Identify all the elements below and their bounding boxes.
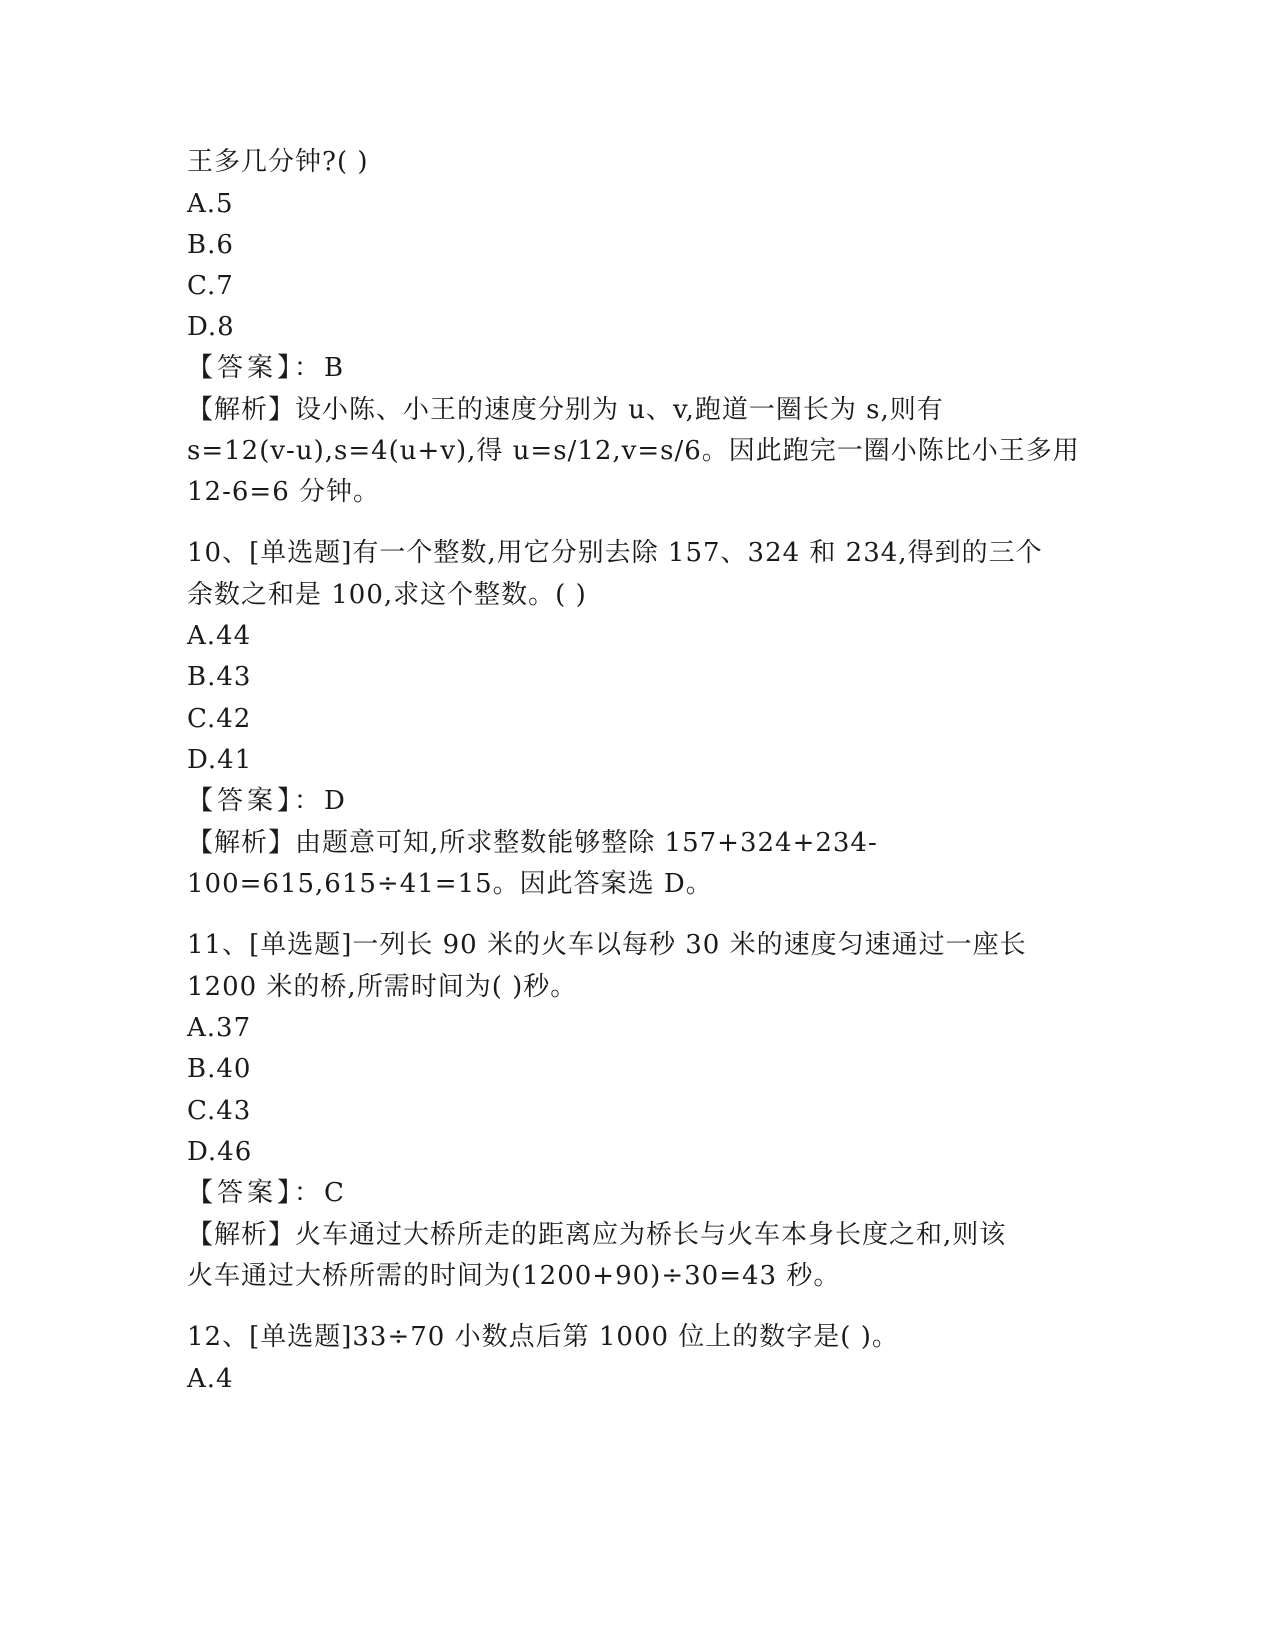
question-9-option-c: C.7 [187,271,234,301]
question-9-option-b: B.6 [187,230,234,260]
question-11-option-c: C.43 [187,1096,252,1126]
question-10-analysis-line-2: 100=615,615÷41=15。因此答案选 D。 [187,869,713,899]
question-11-stem-line-1: 11、[单选题]一列长 90 米的火车以每秒 30 米的速度匀速通过一座长 [187,930,1027,960]
question-10-analysis-line-1: 【解析】由题意可知,所求整数能够整除 157+324+234- [187,828,878,858]
question-9-analysis-line-2: s=12(v-u),s=4(u+v),得 u=s/12,v=s/6。因此跑完一圈小陈比小王多用 [187,436,1080,466]
question-11-option-b: B.40 [187,1054,252,1084]
question-11-stem-line-2: 1200 米的桥,所需时间为( )秒。 [187,972,578,1002]
question-10-option-a: A.44 [187,621,252,651]
question-9-analysis-line-3: 12-6=6 分钟。 [187,477,381,507]
question-10-stem-line-2: 余数之和是 100,求这个整数。( ) [187,580,587,610]
question-11-answer: 【答案】：C [187,1178,348,1208]
question-9-answer: 【答案】：B [187,353,348,383]
question-11-option-a: A.37 [187,1013,252,1043]
question-11-analysis-line-2: 火车通过大桥所需的时间为(1200+90)÷30=43 秒。 [187,1261,841,1291]
question-11-analysis-line-1: 【解析】火车通过大桥所走的距离应为桥长与火车本身长度之和,则该 [187,1220,1007,1250]
question-9-stem: 王多几分钟?( ) [187,147,369,177]
question-10-option-c: C.42 [187,704,252,734]
question-10-option-d: D.41 [187,745,253,775]
question-10-option-b: B.43 [187,662,252,692]
question-9-option-a: A.5 [187,189,234,219]
question-9-analysis-line-1: 【解析】设小陈、小王的速度分别为 u、v,跑道一圈长为 s,则有 [187,395,944,425]
question-11-option-d: D.46 [187,1137,253,1167]
question-9-option-d: D.8 [187,312,235,342]
question-10-answer: 【答案】：D [187,786,349,816]
question-12-option-a: A.4 [187,1364,234,1394]
question-12-stem: 12、[单选题]33÷70 小数点后第 1000 位上的数字是( )。 [187,1322,899,1352]
question-10-stem-line-1: 10、[单选题]有一个整数,用它分别去除 157、324 和 234,得到的三个 [187,538,1043,568]
